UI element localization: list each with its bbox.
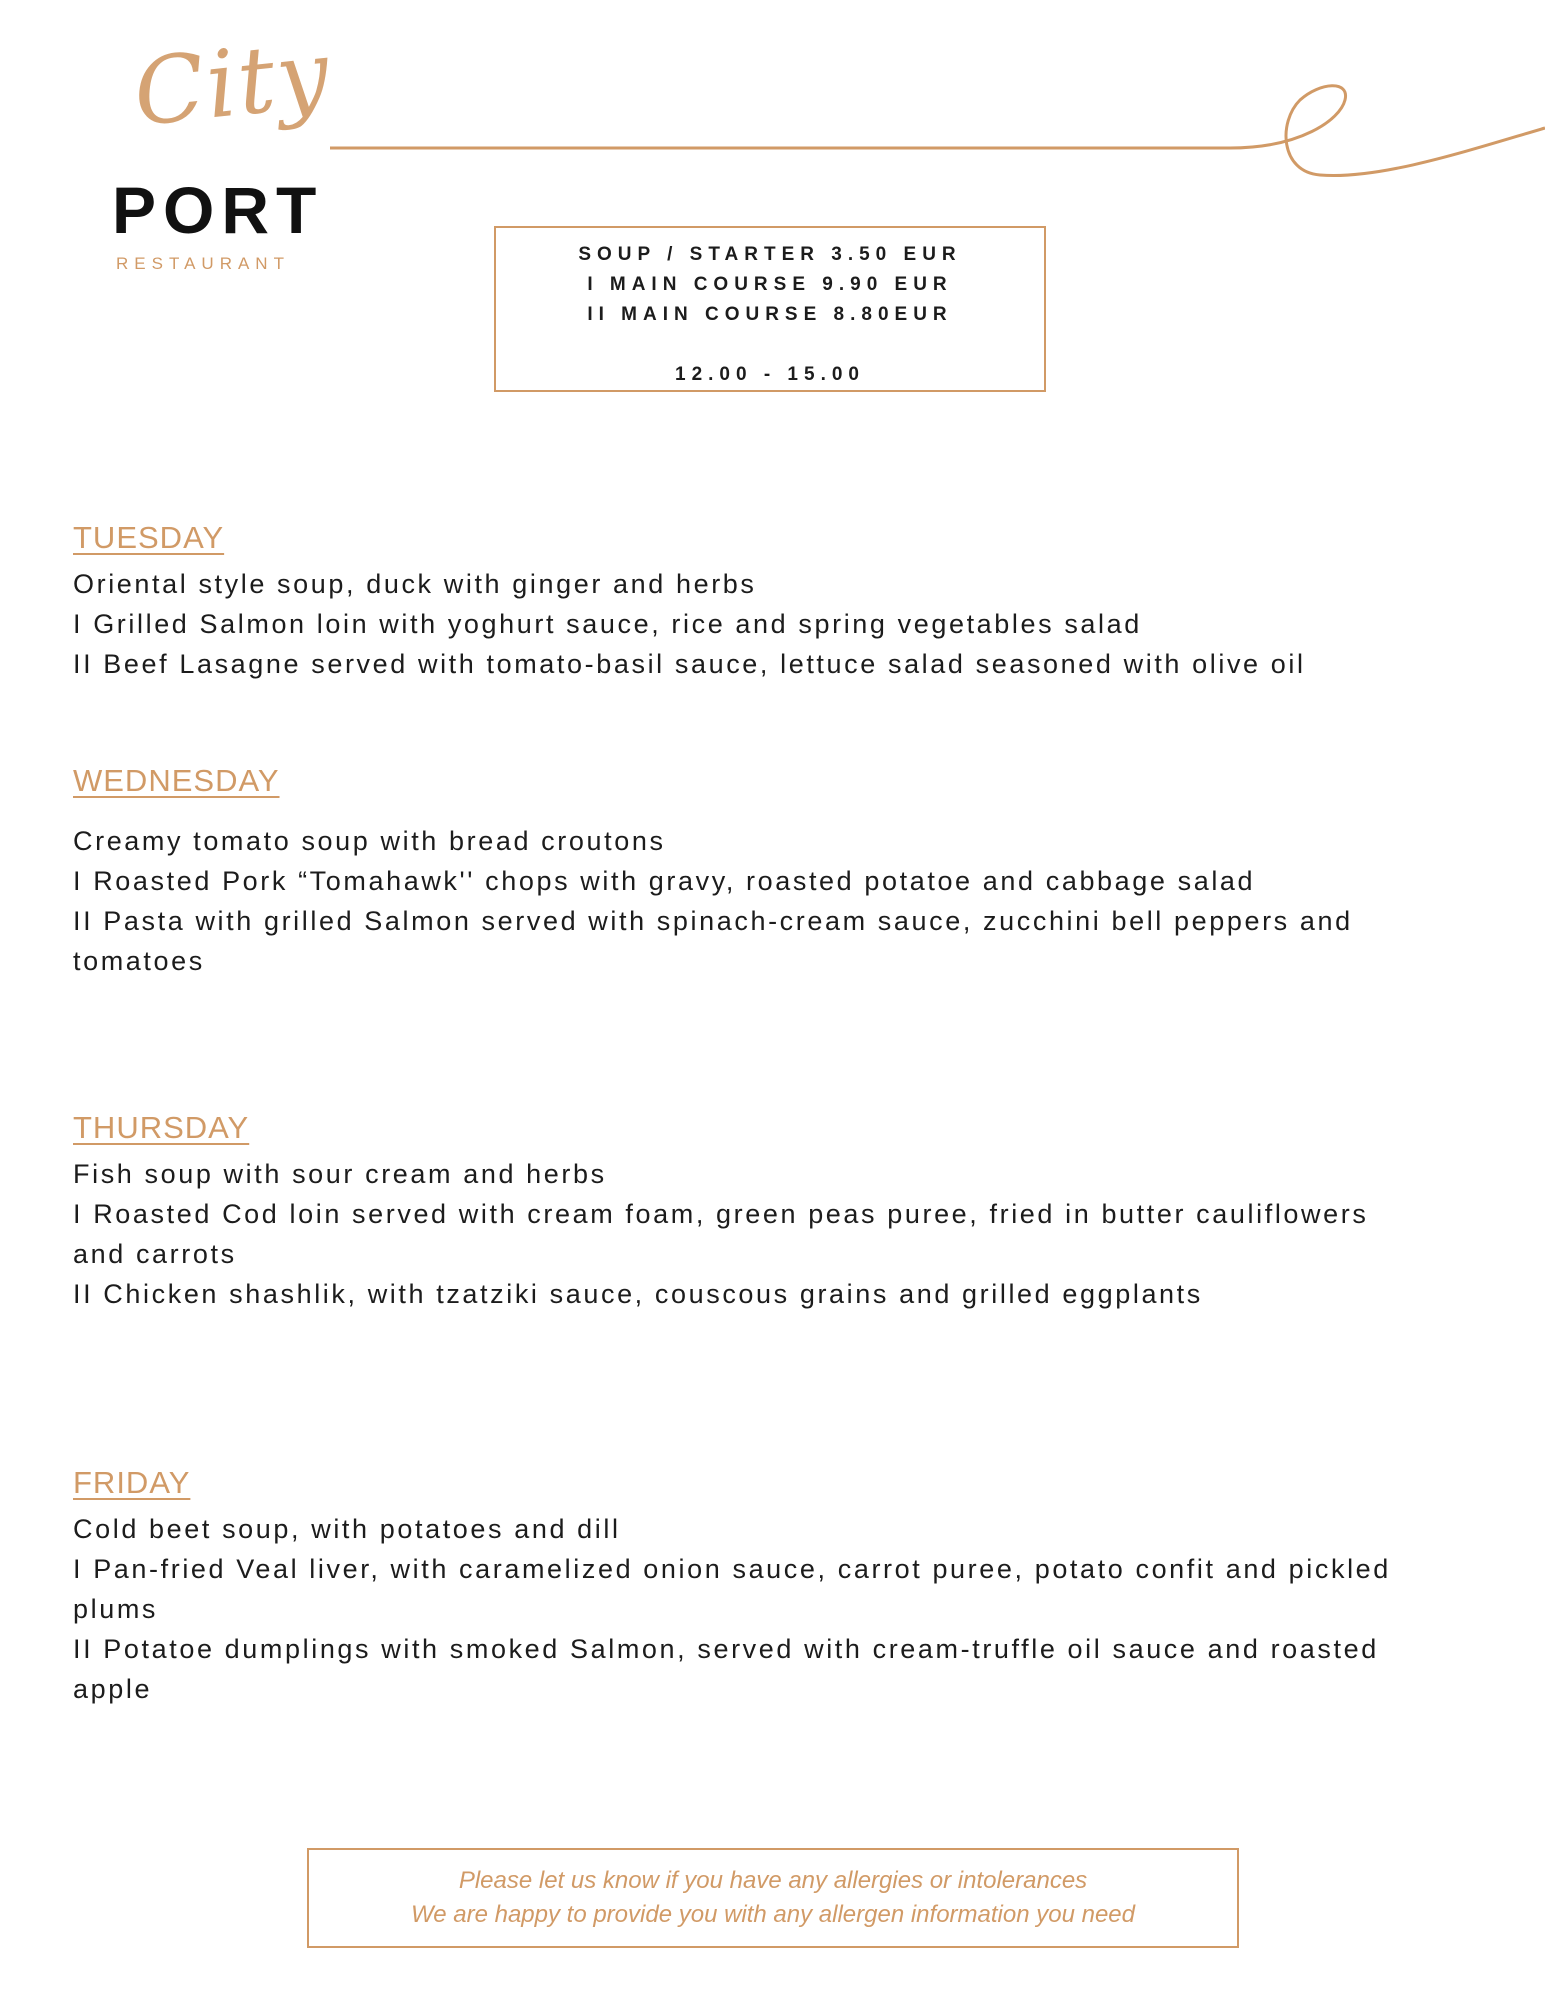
main-course-2: II Beef Lasagne served with tomato-basil sauce, lettuce salad seasoned with olive oil xyxy=(73,649,1306,679)
allergy-notice-line-2: We are happy to provide you with any allergen information you need xyxy=(411,1901,1135,1928)
price-line-main-1: I MAIN COURSE 9.90 EUR xyxy=(587,274,953,295)
price-box xyxy=(494,226,1046,392)
soup-item: Oriental style soup, duck with ginger and herbs xyxy=(73,569,757,599)
restaurant-logo xyxy=(100,20,340,273)
logo-script-text: City xyxy=(128,20,336,148)
day-heading: WEDNESDAY xyxy=(73,763,280,798)
main-course-2: II Chicken shashlik, with tzatziki sauce, couscous grains and grilled eggplants xyxy=(73,1279,1203,1309)
allergy-notice-line-1: Please let us know if you have any allergies or intolerances xyxy=(458,1867,1088,1894)
logo-name: PORT xyxy=(112,173,324,247)
soup-item: Creamy tomato soup with bread croutons xyxy=(73,826,666,856)
opening-hours: 12.00 - 15.00 xyxy=(675,364,865,385)
soup-item: Fish soup with sour cream and herbs xyxy=(73,1159,607,1189)
price-line-main-2: II MAIN COURSE 8.80EUR xyxy=(587,304,953,325)
day-heading: FRIDAY xyxy=(73,1465,191,1500)
day-section-thursday xyxy=(73,1110,1393,1314)
logo-subtitle: RESTAURANT xyxy=(116,254,290,273)
main-course-1: I Pan-fried Veal liver, with caramelized onion sauce, carrot puree, potato confit and pickled plums xyxy=(73,1554,1391,1624)
main-course-2: II Pasta with grilled Salmon served with spinach-cream sauce, zucchini bell peppers and tomatoes xyxy=(73,906,1353,976)
main-course-2: II Potatoe dumplings with smoked Salmon, served with cream-truffle oil sauce and roasted apple xyxy=(73,1634,1379,1704)
soup-item: Cold beet soup, with potatoes and dill xyxy=(73,1514,621,1544)
price-line-soup: SOUP / STARTER 3.50 EUR xyxy=(578,244,962,265)
day-section-tuesday xyxy=(73,520,1393,684)
main-course-1: I Roasted Cod loin served with cream foam, green peas puree, fried in butter cauliflowers and carrots xyxy=(73,1199,1369,1269)
allergy-notice xyxy=(307,1848,1239,1948)
day-heading: TUESDAY xyxy=(73,520,225,555)
day-section-friday xyxy=(73,1465,1393,1709)
main-course-1: I Grilled Salmon loin with yoghurt sauce, rice and spring vegetables salad xyxy=(73,609,1142,639)
day-heading: THURSDAY xyxy=(73,1110,250,1145)
day-section-wednesday xyxy=(73,763,1393,981)
main-course-1: I Roasted Pork “Tomahawk'' chops with gravy, roasted potatoe and cabbage salad xyxy=(73,866,1256,896)
